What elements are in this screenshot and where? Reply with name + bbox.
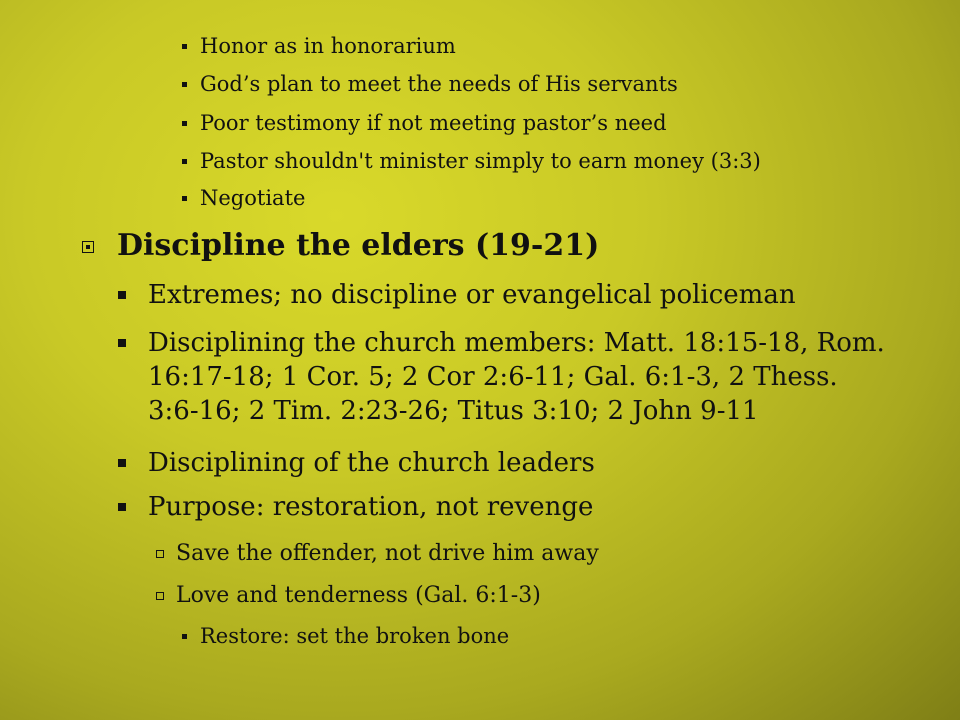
bullet-text: Poor testimony if not meeting pastor’s need	[200, 111, 667, 135]
bullet-item	[148, 492, 593, 522]
bullet-item	[200, 149, 761, 173]
heading-text: Discipline the elders (19-21)	[117, 228, 600, 263]
sub-bullet-item	[176, 583, 541, 608]
bullet-item	[200, 34, 456, 58]
bullet-item	[148, 448, 595, 478]
hollow-square-bullet-icon	[156, 550, 164, 558]
square-bullet-icon	[182, 196, 187, 201]
square-bullet-icon	[118, 503, 126, 511]
square-bullet-icon	[118, 459, 126, 467]
square-bullet-icon	[118, 291, 126, 299]
bullet-text: Restore: set the broken bone	[200, 624, 510, 648]
sub-bullet-item	[176, 541, 599, 566]
bullet-text: Negotiate	[200, 186, 306, 210]
square-bullet-icon	[182, 634, 187, 639]
bullet-text: Purpose: restoration, not revenge	[148, 492, 594, 522]
square-bullet-icon	[118, 339, 126, 347]
square-bullet-icon	[182, 159, 187, 164]
bullet-item	[148, 326, 888, 428]
boxed-square-bullet-icon	[82, 241, 94, 253]
sub-bullet-text: Save the offender, not drive him away	[176, 541, 599, 566]
bullet-item	[200, 111, 667, 135]
bullet-text: Disciplining of the church leaders	[148, 448, 595, 478]
bullet-text: Honor as in honorarium	[200, 34, 456, 58]
bullet-text: Pastor shouldn't minister simply to earn money (3:3)	[200, 149, 761, 173]
hollow-square-bullet-icon	[156, 592, 164, 600]
bullet-item	[200, 72, 678, 96]
square-bullet-icon	[182, 121, 187, 126]
bullet-text: Disciplining the church members: Matt. 18:15-18, Rom. 16:17-18; 1 Cor. 5; 2 Cor 2:6-11; Gal. 6:1-3, 2 Thess. 3:6-16; 2 Tim. 2:23-26; Titus 3:10; 2 John 9-11	[148, 328, 885, 426]
sub-sub-bullet-item	[200, 624, 509, 648]
section-heading	[117, 228, 599, 263]
square-bullet-icon	[182, 82, 187, 87]
bullet-text: God’s plan to meet the needs of His servants	[200, 72, 678, 96]
bullet-item	[200, 186, 305, 210]
square-bullet-icon	[182, 44, 187, 49]
bullet-item	[148, 280, 796, 310]
sub-bullet-text: Love and tenderness (Gal. 6:1-3)	[176, 583, 541, 608]
bullet-text: Extremes; no discipline or evangelical policeman	[148, 280, 796, 310]
